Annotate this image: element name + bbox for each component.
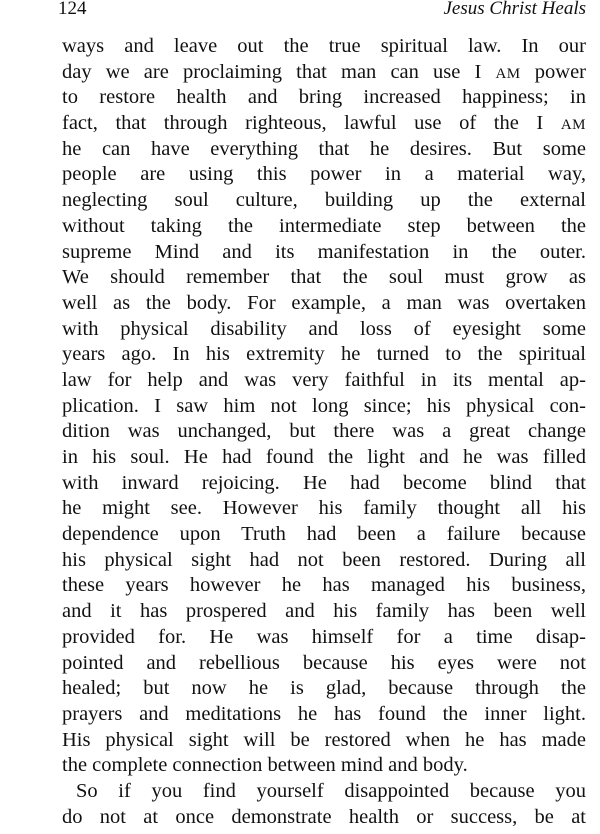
text-line: [62, 214, 586, 240]
text-line: [62, 702, 586, 728]
text-segment: to restore health and bring increased happiness; in: [62, 86, 586, 109]
text-line: [62, 753, 586, 779]
text-segment: supreme Mind and its manifestation in the outer.: [62, 240, 586, 263]
text-segment: the complete connection between mind and body.: [62, 754, 468, 777]
text-line: [62, 676, 586, 702]
text-line: [62, 548, 586, 574]
text-line: [62, 573, 586, 599]
page-number: 124: [58, 0, 87, 19]
text-segment: people are using this power in a material way,: [62, 163, 586, 186]
text-segment: plication. I saw him not long since; his physical con-: [62, 394, 586, 417]
text-segment: law for help and was very faithful in its mental ap-: [62, 368, 586, 391]
text-segment: do not at once demonstrate health or success, be at: [62, 805, 586, 828]
text-line: [62, 111, 586, 137]
text-segment: neglecting soul culture, building up the external: [62, 189, 586, 212]
text-line: [62, 291, 586, 317]
text-segment: ways and leave out the true spiritual law. In our: [62, 35, 586, 57]
text-line: [62, 60, 586, 86]
text-segment: provided for. He was himself for a time disap-: [62, 625, 586, 648]
text-segment: dependence upon Truth had been a failure because: [62, 523, 586, 546]
text-segment: these years however he has managed his business,: [62, 574, 586, 597]
small-caps-text: AM: [495, 65, 521, 82]
text-line: [62, 265, 586, 291]
text-line: [62, 522, 586, 548]
text-segment: We should remember that the soul must grow as: [62, 266, 586, 289]
text-segment: prayers and meditations he has found the inner light.: [62, 702, 586, 725]
text-line: [62, 625, 586, 651]
text-segment: well as the body. For example, a man was overtaken: [62, 291, 586, 314]
text-line: [62, 85, 586, 111]
text-segment: and it has prospered and his family has been well: [62, 600, 586, 623]
text-segment: power: [520, 60, 587, 83]
body-text: [62, 34, 586, 830]
text-line: [62, 162, 586, 188]
text-line: [62, 779, 586, 805]
text-segment: he can have everything that he desires. But some: [62, 137, 586, 160]
text-line: [62, 368, 586, 394]
text-segment: pointed and rebellious because his eyes were not: [62, 651, 586, 674]
text-segment: with physical disability and loss of eyesight some: [62, 317, 586, 340]
text-segment: with inward rejoicing. He had become blind that: [62, 471, 586, 494]
page-header: [58, 0, 586, 22]
text-segment: in his soul. He had found the light and he was filled: [62, 446, 586, 468]
text-segment: healed; but now he is glad, because through the: [62, 677, 586, 700]
text-line: [62, 137, 586, 163]
text-segment: His physical sight will be restored when he has made: [62, 728, 586, 751]
small-caps-text: AM: [560, 117, 586, 134]
running-title: Jesus Christ Heals: [443, 0, 586, 19]
text-segment: fact, that through righteous, lawful use of the I: [62, 112, 561, 135]
text-line: [62, 471, 586, 497]
text-segment: years ago. In his extremity he turned to the spiritual: [62, 343, 586, 366]
text-segment: So if you find yourself disappointed because you: [76, 779, 586, 802]
text-line: [62, 419, 586, 445]
text-line: [62, 805, 586, 831]
text-segment: his physical sight had not been restored. During all: [62, 548, 586, 571]
text-line: [62, 496, 586, 522]
text-line: [62, 34, 586, 60]
text-segment: day we are proclaiming that man can use I: [62, 60, 496, 83]
text-line: [62, 651, 586, 677]
text-line: [62, 728, 586, 754]
text-segment: without taking the intermediate step between the: [62, 214, 586, 237]
text-segment: he might see. However his family thought all his: [62, 497, 586, 520]
text-line: [62, 599, 586, 625]
text-segment: dition was unchanged, but there was a great change: [62, 420, 586, 443]
text-line: [62, 188, 586, 214]
text-line: [62, 342, 586, 368]
text-line: [62, 240, 586, 266]
text-line: [62, 394, 586, 420]
text-line: [62, 317, 586, 343]
text-line: [62, 445, 586, 471]
